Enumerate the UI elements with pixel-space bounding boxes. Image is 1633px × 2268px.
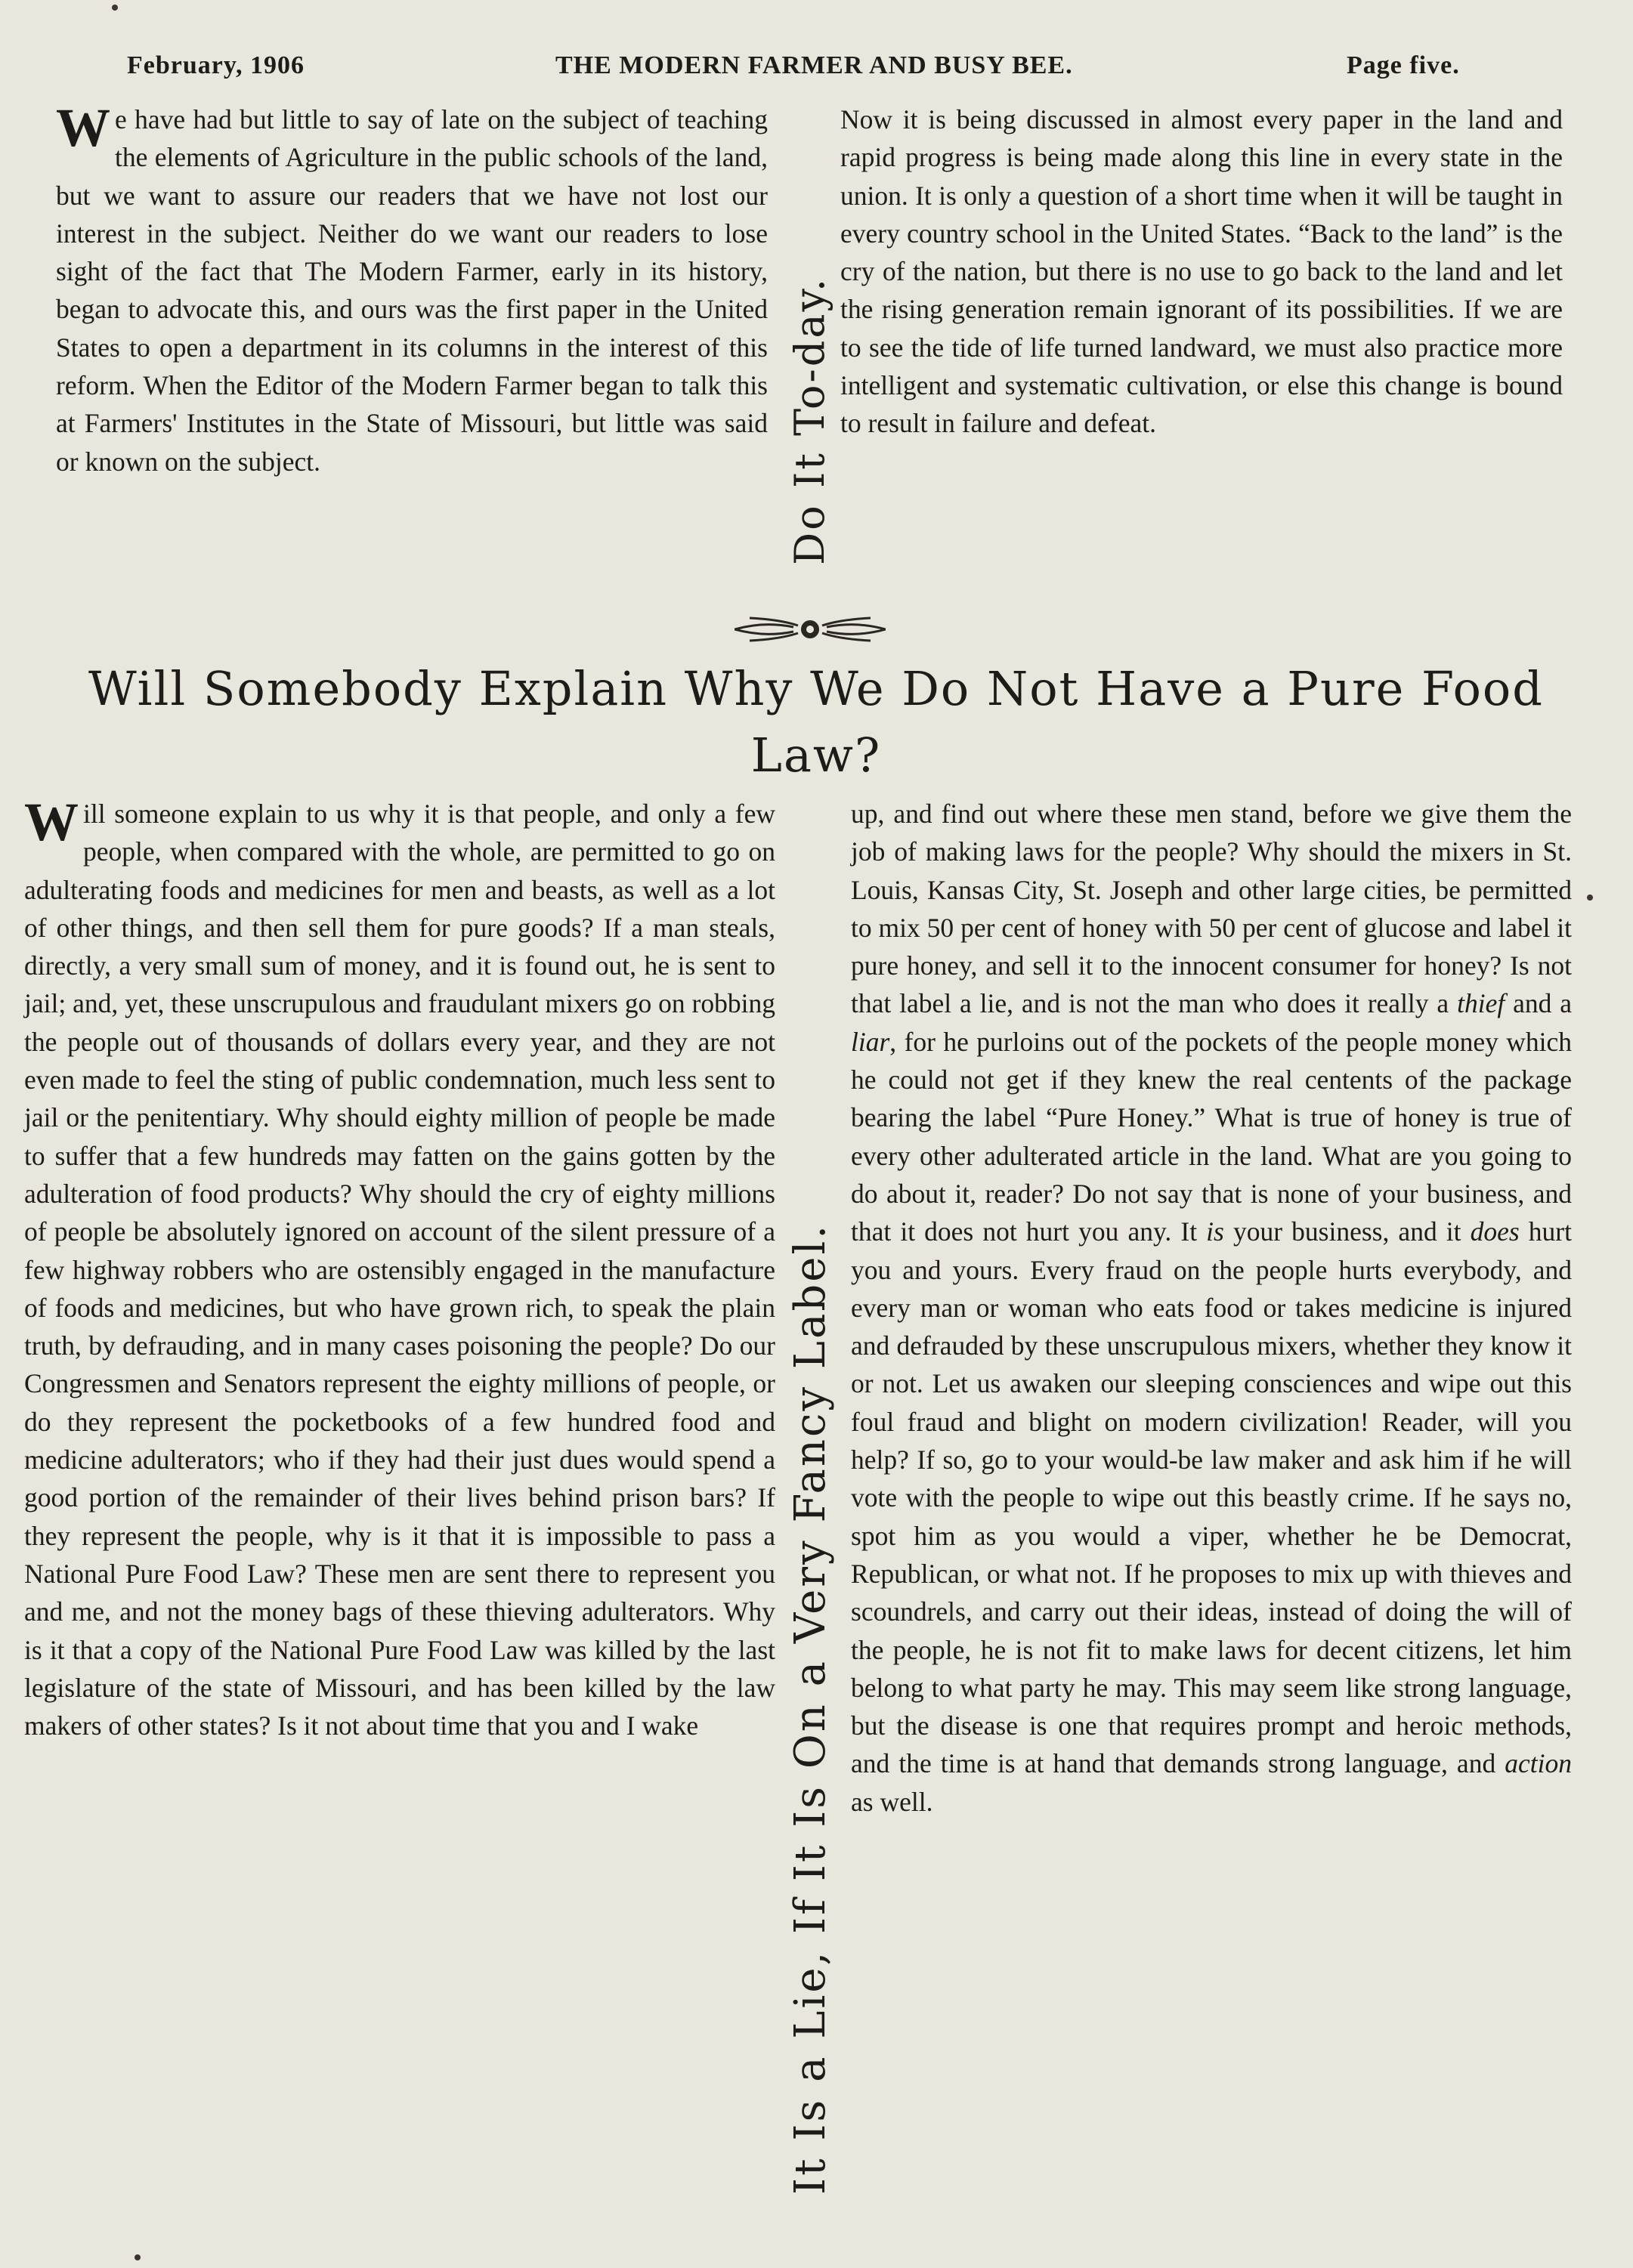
article1-dropcap: W xyxy=(56,97,110,158)
emphasis-liar: liar xyxy=(851,1026,890,1057)
emphasis-action: action xyxy=(1505,1748,1572,1779)
article1-side-title: Do It To-day. xyxy=(786,276,834,565)
emphasis-does: does xyxy=(1470,1216,1520,1247)
article2-column2-text-part1: up, and find out where these men stand, before we give them the job of making laws for the people? Why should the mixers in St. Louis, Kansas City, St. Joseph and other large cities, be permitted to mix 50 per cent of honey with 50 per cent of glucose and label it pure honey, and sell it to the innocent consumer for honey? Is not that label a lie, and is not the man who does it really a xyxy=(851,799,1572,1019)
article1-column1-text: e have had but little to say of late on the subject of teaching the elements of Agriculture in the public schools of the land, but we want to assure our readers that we have not lost our interest in the subject. Neither do we want our readers to lose sight of the fact that The Modern Farmer, early in its history, began to advocate this, and ours was the first paper in the United States to open a department in its columns in the interest of this reform. When the Editor of the Modern Farmer began to talk this at Farmers' Institutes in the State of Missouri, but little was said or known on the subject. xyxy=(56,104,768,477)
emphasis-is: is xyxy=(1206,1216,1224,1247)
article1-column2 xyxy=(840,100,1563,443)
article2-column2-text-part5: hurt you and yours. Every fraud on the people hurts everybody, and every man or woman who eats food or takes medicine is injured and defrauded by these unscrupulous mixers, whether they know it or not. Let us awaken our sleeping consciences and wipe out this foul fraud and blight on modern civilization! Reader, will you help? If so, go to your would-be law maker and ask him if he will vote with the people to wipe out this beastly crime. If he says no, spot him as you would a viper, whether he be Democrat, Republican, or what not. If he proposes to mix up with thieves and scoundrels, and carry out their ideas, instead of doing the will of the people, he is not fit to make laws for decent citizens, let him belong to what party he may. This may seem like strong language, but the disease is one that requires prompt and heroic methods, and the time is at hand that demands strong language, and xyxy=(851,1216,1572,1779)
article2-column2-text-part4: your business, and it xyxy=(1223,1216,1471,1247)
emphasis-thief: thief xyxy=(1457,988,1505,1019)
header-publication-title: THE MODERN FARMER AND BUSY BEE. xyxy=(555,51,1073,79)
article2-column2 xyxy=(851,795,1572,1821)
article2-side-title: It Is a Lie, If It Is On a Very Fancy Label. xyxy=(786,1222,835,2195)
header-page-number: Page five. xyxy=(1347,51,1460,79)
article1-column2-text: Now it is being discussed in almost every paper in the land and rapid progress is being made along this line in every state in the union. It is only a question of a short time when it will be taught in every country school in the United States. “Back to the land” is the cry of the nation, but there is no use to go back to the land and let the rising generation remain ignorant of its possibilities. If we are to see the tide of life turned landward, we must also practice more intelligent and systematic cultivation, or else this change is bound to result in failure and defeat. xyxy=(840,104,1563,439)
article2-column2-text-part3: , for he purloins out of the pockets of the people money which he could not get if they knew the real centents of the package bearing the label “Pure Honey.” What is true of honey is true of every other adulterated article in the land. What are you going to do about it, reader? Do not say that is none of your business, and that it does not hurt you any. It xyxy=(851,1026,1572,1247)
paper-speck xyxy=(112,5,118,11)
article2-column1-text: ill someone explain to us why it is that people, and only a few people, when compared with the whole, are permitted to go on adulterating foods and medicines for men and beasts, as well as a lot of other things, and then sell them for pure goods? If a man steals, directly, a very small sum of money, and it is found out, he is sent to jail; and, yet, these unscrupulous and fraudulant mixers go on robbing the people out of thousands of dollars every year, and they are not even made to feel the sting of public condemnation, much less sent to jail or the penitentiary. Why should eighty million of people be made to suffer that a few hundreds may fatten on the gains gotten by the adulteration of food products? Why should the cry of eighty millions of people be absolutely ignored on account of the silent pressure of a few highway robbers who are ostensibly engaged in the manufacture of foods and medicines, but who have grown rich, to speak the plain truth, by defrauding, and in many cases poisoning the people? Do our Congressmen and Senators represent the eighty millions of people, or do they represent the pocketbooks of a few hundred food and medicine adulterators; who if they had their just dues would spend a good portion of the remainder of their lives behind prison bars? If they represent the people, why is it that it is impossible to pass a National Pure Food Law? These men are sent there to represent you and me, and not the money bags of these thieving adulterators. Why is it that a copy of the National Pure Food Law was killed by the last legislature of the state of Missouri, and has been killed by the law makers of other states? Is it not about time that you and I wake xyxy=(24,799,775,1741)
article2-column2-text-part2: and a xyxy=(1505,988,1572,1019)
article2-headline: Will Somebody Explain Why We Do Not Have a Pure Food Law? xyxy=(88,661,1544,783)
article1-column1 xyxy=(56,97,768,480)
article2-column2-text-part6: as well. xyxy=(851,1786,933,1817)
paper-speck xyxy=(1587,895,1593,901)
header-date: February, 1906 xyxy=(127,51,305,79)
page-header xyxy=(0,51,1633,89)
article2-column1 xyxy=(24,792,775,1744)
paper-speck xyxy=(135,2254,141,2260)
ornament-divider-icon xyxy=(735,610,886,648)
article2-dropcap: W xyxy=(24,792,79,852)
